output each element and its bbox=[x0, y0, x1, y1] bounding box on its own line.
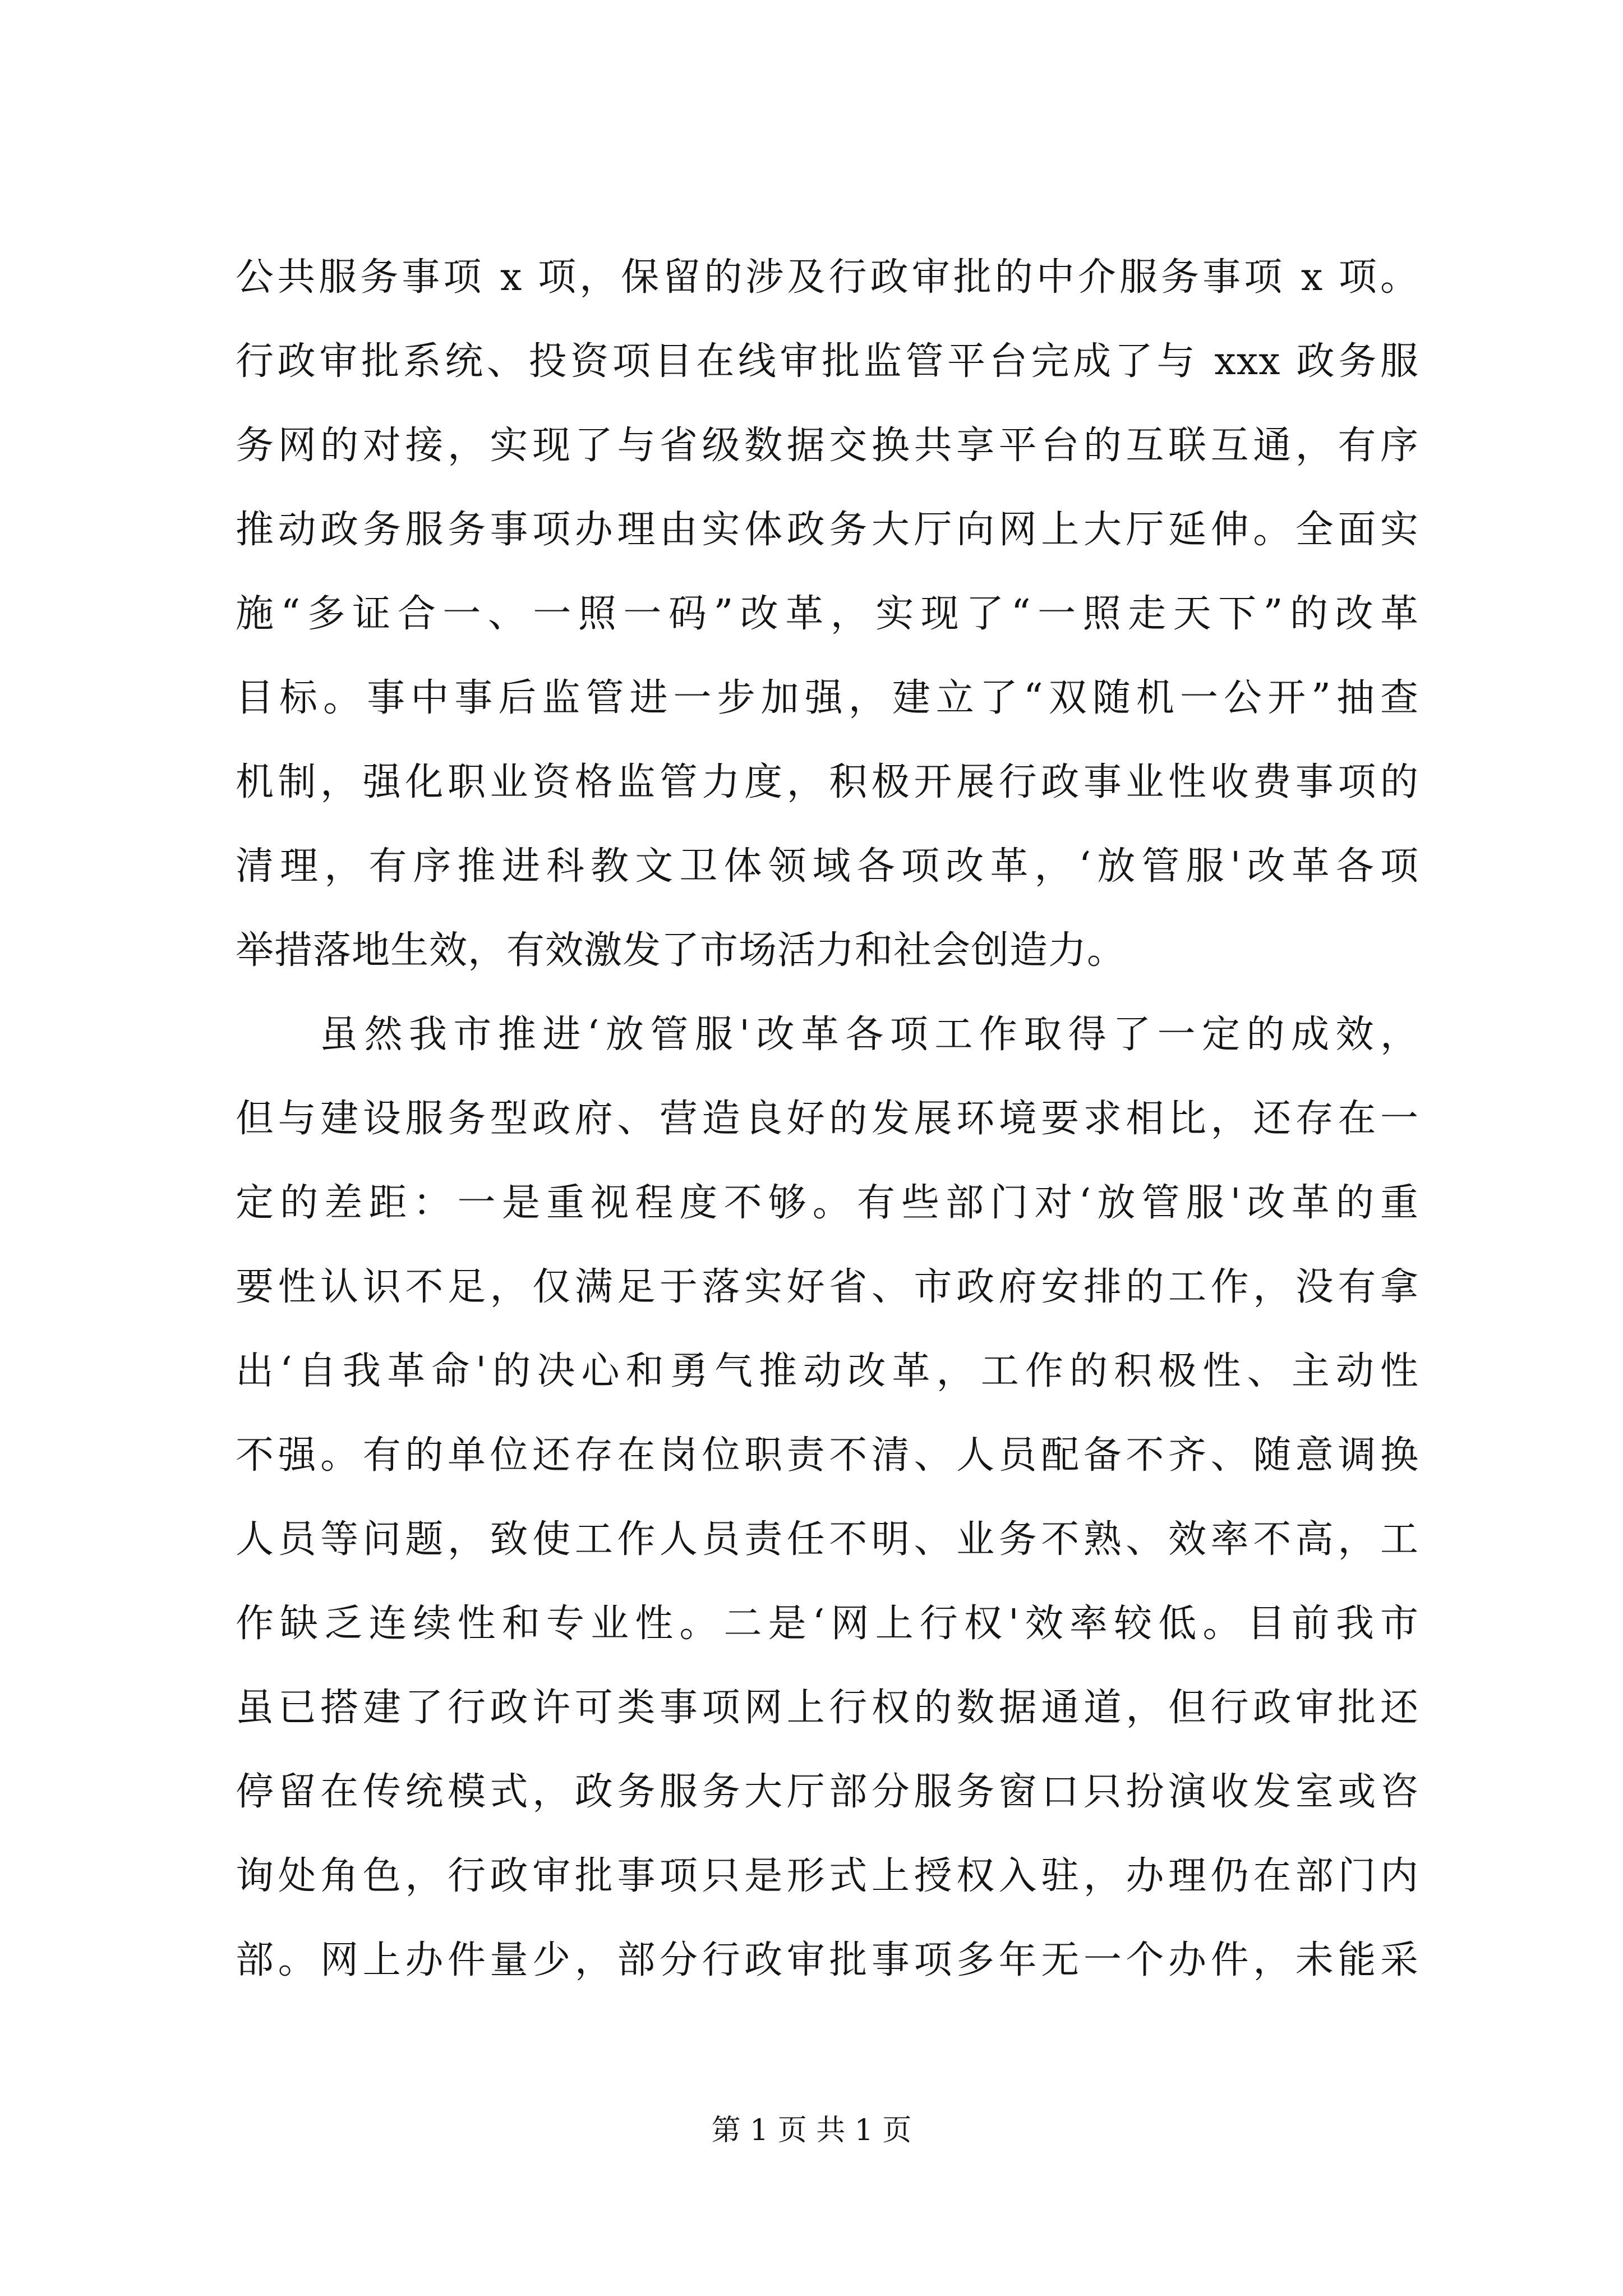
page-footer bbox=[0, 2106, 1623, 2148]
text-line: 务网的对接，实现了与省级数据交换共享平台的互联互通，有序 bbox=[236, 424, 1419, 468]
text-line: 不强。有的单位还存在岗位职责不清、人员配备不齐、随意调换 bbox=[236, 1433, 1419, 1478]
text-line: 虽然我市推进‘放管服'改革各项工作取得了一定的成效， bbox=[320, 1013, 1419, 1057]
text-line: 机制，强化职业资格监管力度，积极开展行政事业性收费事项的 bbox=[236, 760, 1419, 804]
text-line: 作缺乏连续性和专业性。二是‘网上行权'效率较低。目前我市 bbox=[236, 1602, 1419, 1646]
page-number-label: 第 1 页 共 1 页 bbox=[711, 2114, 912, 2147]
text-line: 部。网上办件量少，部分行政审批事项多年无一个办件，未能采 bbox=[236, 1938, 1419, 1982]
text-line: 虽已搭建了行政许可类事项网上行权的数据通道，但行政审批还 bbox=[236, 1686, 1419, 1730]
text-line: 推动政务服务事项办理由实体政务大厅向网上大厅延伸。全面实 bbox=[236, 508, 1419, 552]
text-line: 定的差距：一是重视程度不够。有些部门对‘放管服'改革的重 bbox=[236, 1181, 1419, 1225]
text-line: 但与建设服务型政府、营造良好的发展环境要求相比，还存在一 bbox=[236, 1097, 1419, 1141]
text-line: 施“多证合一、一照一码”改革，实现了“一照走天下”的改革 bbox=[236, 592, 1419, 636]
text-line: 询处角色，行政审批事项只是形式上授权入驻，办理仍在部门内 bbox=[236, 1854, 1419, 1898]
text-line: 要性认识不足，仅满足于落实好省、市政府安排的工作，没有拿 bbox=[236, 1265, 1419, 1309]
paragraph-2 bbox=[236, 993, 1419, 2003]
text-line: 公共服务事项 x 项，保留的涉及行政审批的中介服务事项 x 项。 bbox=[236, 255, 1419, 300]
text-line: 目标。事中事后监管进一步加强，建立了“双随机一公开”抽查 bbox=[236, 676, 1419, 720]
text-line: 行政审批系统、投资项目在线审批监管平台完成了与 xxx 政务服 bbox=[236, 339, 1419, 384]
document-body bbox=[236, 236, 1419, 2003]
paragraph-1 bbox=[236, 236, 1419, 993]
text-line: 清理，有序推进科教文卫体领域各项改革，‘放管服'改革各项 bbox=[236, 844, 1419, 889]
text-line: 举措落地生效，有效激发了市场活力和社会创造力。 bbox=[236, 928, 1126, 973]
text-line: 人员等问题，致使工作人员责任不明、业务不熟、效率不高，工 bbox=[236, 1517, 1419, 1562]
text-line: 停留在传统模式，政务服务大厅部分服务窗口只扮演收发室或咨 bbox=[236, 1770, 1419, 1814]
text-line: 出‘自我革命'的决心和勇气推动改革，工作的积极性、主动性 bbox=[236, 1349, 1419, 1393]
